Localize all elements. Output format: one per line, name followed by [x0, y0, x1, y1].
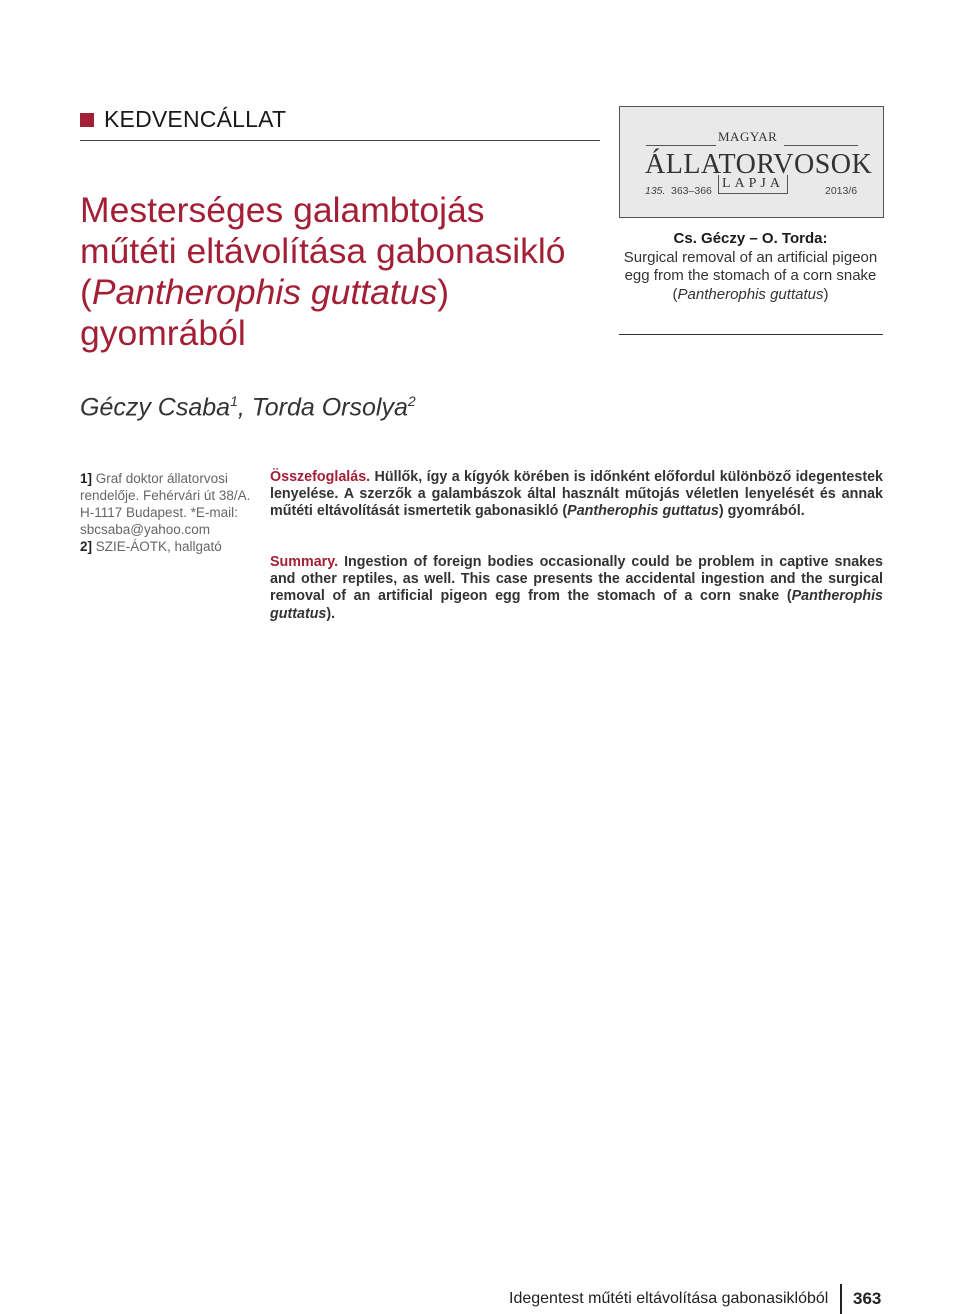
title-line-2: műtéti eltávolítása gabonasikló: [80, 231, 566, 271]
abstract-en-keyword: Summary.: [270, 554, 339, 570]
logo-rule-left: [646, 145, 716, 146]
english-title: Surgical removal of an artificial pigeon egg from the stomach of a corn snake (Pantherophis guttatus): [623, 248, 878, 303]
logo-rule-right: [784, 145, 858, 146]
journal-logo-box: [619, 106, 884, 218]
author-2-affil: 2: [407, 393, 416, 409]
english-title-species: Pantherophis guttatus: [677, 285, 824, 303]
affiliation-2: 2] SZIE-ÁOTK, hallgató: [80, 539, 222, 554]
english-citation: [619, 230, 882, 304]
journal-pages: 363–366: [671, 185, 712, 197]
section-marker-square: [80, 113, 94, 127]
footer-divider: [840, 1284, 842, 1314]
section-header: [80, 104, 600, 141]
section-label: KEDVENCÁLLAT: [104, 106, 287, 132]
journal-name-main: ÁLLATORVOSOK: [645, 149, 873, 180]
journal-name-bottom: LAPJA: [718, 175, 788, 194]
author-2: Torda Orsolya: [251, 393, 408, 422]
title-line-3: (Pantherophis guttatus): [80, 272, 450, 312]
running-title: Idegentest műtéti eltávolítása gabonasiklóból: [509, 1290, 829, 1307]
citation-divider: [619, 334, 883, 335]
affiliations: [80, 470, 255, 555]
abstract-english: Summary. Ingestion of foreign bodies occasionally could be problem in captive snakes and other reptiles, as well. This case presents the accidental ingestion and the surgical removal of an artificial pigeon egg from the stomach of a corn snake (Pantherophis guttatus).: [270, 554, 883, 622]
article-title: [80, 190, 600, 354]
author-1-affil: 1: [230, 393, 238, 409]
english-authors: Cs. Géczy – O. Torda:: [673, 230, 828, 247]
journal-volume: 135.: [645, 185, 666, 197]
title-line-1: Mesterséges galambtojás: [80, 190, 485, 230]
journal-issue: 2013/6: [825, 185, 858, 197]
title-species: Pantherophis guttatus: [91, 272, 438, 312]
page-number: 363: [853, 1289, 882, 1308]
affiliation-1: 1] Graf doktor állatorvosi rendelője. Fehérvári út 38/A. H-1117 Budapest. *E-mail: sbcsaba@yahoo.com: [80, 471, 251, 537]
author-list: Géczy Csaba$^1$, Torda Orsolya$^2$: [80, 393, 416, 422]
abstract-hu-keyword: Összefoglalás.: [270, 469, 371, 485]
title-line-4: gyomrából: [80, 313, 246, 353]
journal-name-top: MAGYAR: [718, 129, 778, 144]
abstract-hungarian: Összefoglalás. Hüllők, így a kígyók körében is időnként előfordul különböző idegentestek lenyelése. A szerzők a galambászok által használt műtojás véletlen lenyelését és annak műtéti eltávolítását ismertetik gabonasikló (Pantherophis guttatus) gyomrából.: [270, 469, 883, 520]
author-1: Géczy Csaba: [80, 393, 231, 422]
